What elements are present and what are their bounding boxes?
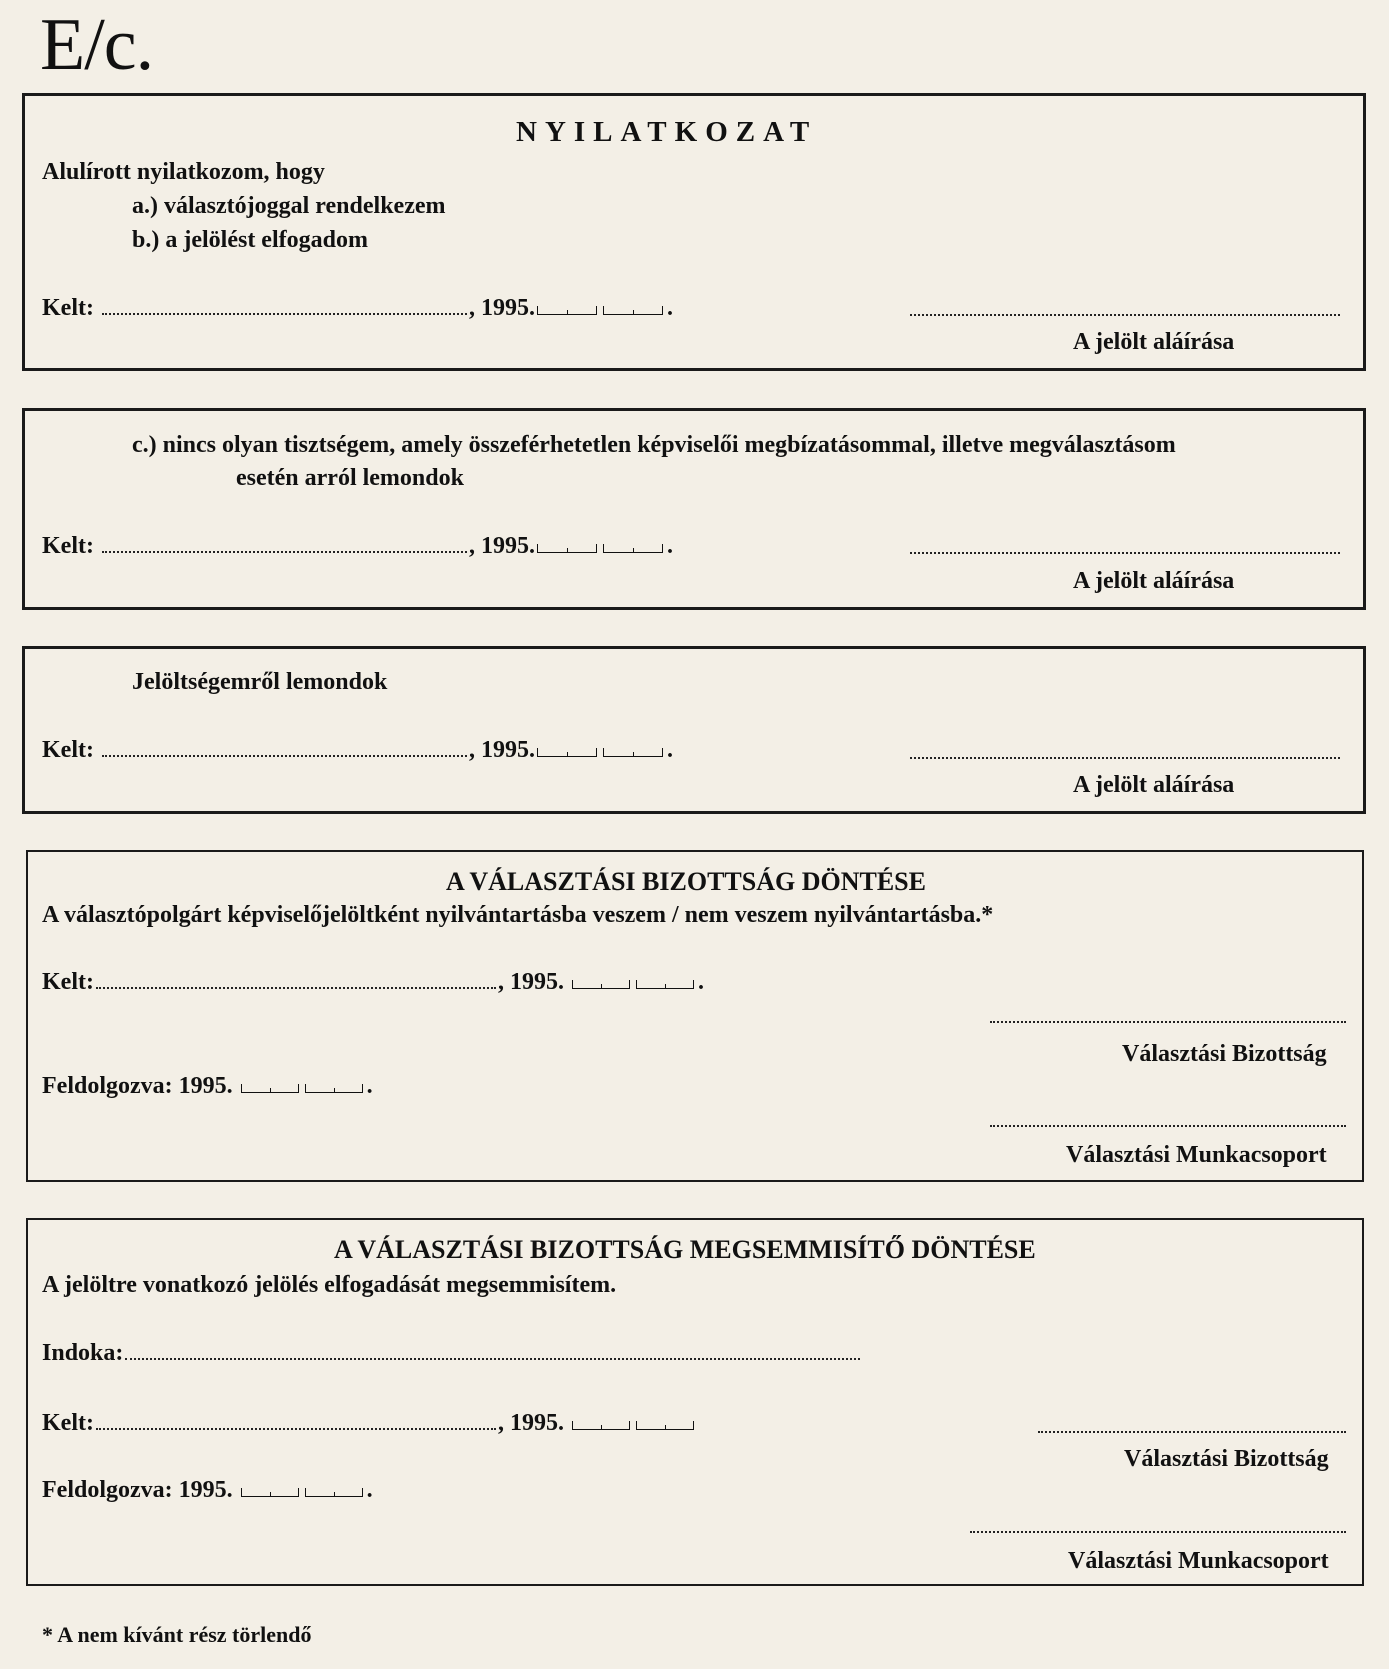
- committee-decision-title: A VÁLASZTÁSI BIZOTTSÁG DÖNTÉSE: [446, 867, 926, 896]
- place-field[interactable]: [96, 986, 496, 989]
- month-day-field[interactable]: [572, 979, 698, 989]
- committee-decision-text: A választópolgárt képviselőjelöltként nyilvántartásba veszem / nem veszem nyilvántartásba.*: [42, 902, 994, 928]
- committee-signature-line[interactable]: [990, 1020, 1346, 1023]
- signature-label: A jelölt aláírása: [1073, 772, 1235, 798]
- declaration-item-b: b.) a jelölést elfogadom: [132, 227, 368, 253]
- footnote: * A nem kívánt rész törlendő: [42, 1622, 312, 1647]
- kelt-label: Kelt:: [42, 295, 94, 321]
- workgroup-label: Választási Munkacsoport: [1066, 1142, 1327, 1168]
- incompatibility-line1: c.) nincs olyan tisztségem, amely összeférhetetlen képviselői megbízatásommal, illetve megválasztásom: [132, 432, 1176, 458]
- kelt-label: Kelt:: [42, 533, 94, 559]
- reason-label: Indoka:: [42, 1340, 124, 1366]
- declaration-title: NYILATKOZAT: [516, 116, 818, 148]
- place-field[interactable]: [102, 312, 467, 315]
- signature-line[interactable]: [910, 313, 1340, 316]
- kelt-label: Kelt:: [42, 1410, 94, 1436]
- committee-date-row: Kelt: , 1995. .: [42, 969, 704, 995]
- processed-label: Feldolgozva: 1995.: [42, 1477, 233, 1503]
- year-label: , 1995.: [497, 1410, 564, 1436]
- committee-processed-row: Feldolgozva: 1995. .: [42, 1073, 373, 1099]
- annulment-reason-row: [42, 1341, 862, 1365]
- month-day-field[interactable]: [572, 1420, 698, 1430]
- committee-decision-box: [26, 850, 1364, 1182]
- workgroup-signature-line[interactable]: [990, 1124, 1346, 1127]
- year-label: , 1995.: [468, 533, 535, 559]
- place-field[interactable]: [96, 1427, 496, 1430]
- annulment-committee-label: Választási Bizottság: [1124, 1446, 1329, 1472]
- year-label: , 1995.: [468, 295, 535, 321]
- annulment-workgroup-signature-line[interactable]: [970, 1530, 1346, 1533]
- committee-label: Választási Bizottság: [1122, 1041, 1327, 1067]
- processed-label: Feldolgozva: 1995.: [42, 1073, 233, 1099]
- processed-date-field[interactable]: [241, 1487, 367, 1497]
- annulment-workgroup-label: Választási Munkacsoport: [1068, 1548, 1329, 1574]
- year-label: , 1995.: [497, 969, 564, 995]
- processed-date-field[interactable]: [241, 1083, 367, 1093]
- signature-line[interactable]: [910, 551, 1340, 554]
- declaration-item-a: a.) választójoggal rendelkezem: [132, 193, 446, 219]
- month-day-field[interactable]: [537, 747, 667, 757]
- year-label: , 1995.: [468, 737, 535, 763]
- signature-label: A jelölt aláírása: [1073, 568, 1235, 594]
- kelt-label: Kelt:: [42, 969, 94, 995]
- annulment-date-row: [42, 1411, 698, 1435]
- declaration-intro: Alulírott nyilatkozom, hogy: [42, 159, 325, 185]
- place-field[interactable]: [102, 550, 467, 553]
- signature-line[interactable]: [910, 756, 1340, 759]
- withdrawal-text: Jelöltségemről lemondok: [132, 669, 388, 695]
- place-field[interactable]: [102, 754, 467, 757]
- declaration-date-row: Kelt: , 1995. .: [42, 295, 673, 321]
- annulment-processed-row: Feldolgozva: 1995. .: [42, 1477, 373, 1503]
- annulment-decision-title: A VÁLASZTÁSI BIZOTTSÁG MEGSEMMISÍTŐ DÖNTÉSE: [334, 1235, 1036, 1264]
- withdrawal-date-row: Kelt: , 1995. .: [42, 737, 673, 763]
- incompatibility-line2: esetén arról lemondok: [236, 465, 464, 491]
- signature-label: A jelölt aláírása: [1073, 329, 1235, 355]
- reason-field[interactable]: [125, 1357, 860, 1360]
- annulment-committee-signature-line[interactable]: [1038, 1430, 1346, 1433]
- month-day-field[interactable]: [537, 305, 667, 315]
- form-code: E/c.: [40, 4, 154, 86]
- kelt-label: Kelt:: [42, 737, 94, 763]
- incompatibility-date-row: Kelt: , 1995. .: [42, 533, 673, 559]
- annulment-decision-text: A jelöltre vonatkozó jelölés elfogadását megsemmisítem.: [42, 1272, 617, 1298]
- month-day-field[interactable]: [537, 543, 667, 553]
